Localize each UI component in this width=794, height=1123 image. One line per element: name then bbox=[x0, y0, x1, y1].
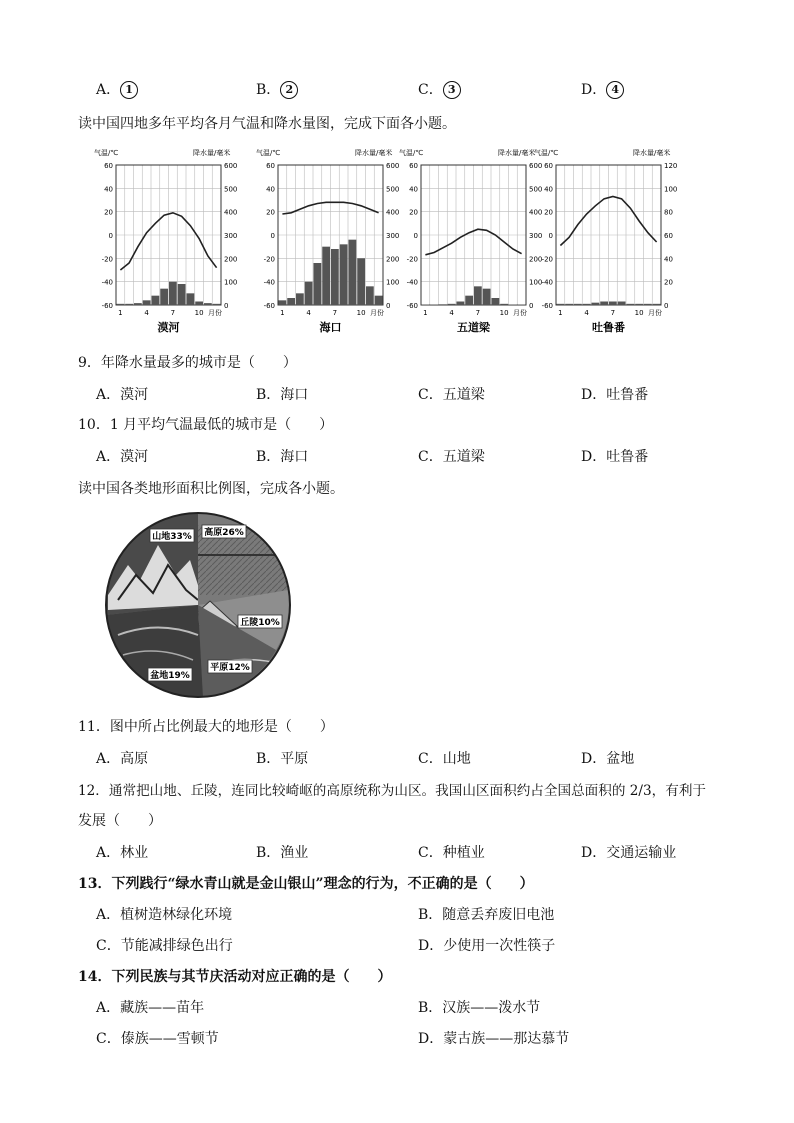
month-tick-label: 4 bbox=[306, 309, 311, 317]
label-hill: 丘陵10% bbox=[240, 618, 280, 628]
option-b[interactable]: B． 2 bbox=[256, 80, 298, 100]
month-tick-label: 1 bbox=[118, 309, 123, 317]
precip-bar bbox=[349, 240, 357, 305]
temp-tick-label: -40 bbox=[406, 278, 418, 287]
precip-tick-label: 200 bbox=[224, 255, 238, 264]
temp-tick-label: -20 bbox=[406, 255, 418, 264]
question-11-stem: 11．图中所占比例最大的地形是（ ） bbox=[78, 719, 334, 735]
city-name: 漠河 bbox=[157, 321, 180, 334]
precip-bar bbox=[483, 289, 491, 305]
temp-tick-label: -40 bbox=[263, 278, 275, 287]
q11-option-c[interactable]: C．山地 bbox=[418, 751, 471, 767]
temp-tick-label: -20 bbox=[263, 255, 275, 264]
precip-bar bbox=[600, 302, 608, 306]
month-axis-label: 月份 bbox=[370, 309, 384, 317]
precip-tick-label: 500 bbox=[386, 185, 400, 194]
option-d[interactable]: D． 4 bbox=[581, 80, 624, 100]
city-name: 海口 bbox=[319, 321, 342, 334]
q14-option-d[interactable]: D．蒙古族——那达慕节 bbox=[418, 1031, 570, 1047]
temp-axis-label: 气温/℃ bbox=[256, 149, 281, 157]
month-tick-label: 10 bbox=[634, 309, 644, 317]
temp-tick-label: -60 bbox=[541, 302, 553, 310]
precip-bar bbox=[457, 302, 465, 306]
precip-bar bbox=[574, 304, 582, 305]
precip-bar bbox=[187, 293, 195, 305]
temp-tick-label: 0 bbox=[548, 232, 553, 240]
circled-number-1: 1 bbox=[120, 81, 138, 99]
month-tick-label: 7 bbox=[610, 309, 616, 317]
temp-tick-label: 60 bbox=[266, 162, 275, 170]
precip-bar bbox=[618, 302, 626, 306]
precip-tick-label: 80 bbox=[664, 208, 673, 217]
month-tick-label: 10 bbox=[356, 309, 366, 317]
month-tick-label: 1 bbox=[280, 309, 285, 317]
q13-option-b[interactable]: B．随意丢弃废旧电池 bbox=[418, 907, 555, 923]
precip-bar bbox=[322, 247, 330, 305]
month-axis-label: 月份 bbox=[513, 309, 527, 317]
temp-tick-label: -20 bbox=[101, 255, 113, 264]
temp-tick-label: -20 bbox=[541, 255, 553, 264]
month-tick-label: 10 bbox=[499, 309, 509, 317]
precip-tick-label: 20 bbox=[664, 278, 673, 287]
month-tick-label: 7 bbox=[332, 309, 338, 317]
precip-bar bbox=[565, 304, 573, 305]
precip-axis-label: 降水量/毫米 bbox=[193, 149, 231, 157]
precip-tick-label: 60 bbox=[664, 232, 673, 240]
precip-bar bbox=[152, 296, 160, 305]
top-options-row bbox=[0, 80, 794, 100]
temp-tick-label: -60 bbox=[263, 302, 275, 310]
climate-charts bbox=[88, 145, 728, 335]
precip-bar bbox=[331, 249, 339, 305]
precip-bar bbox=[609, 302, 617, 306]
precip-bar bbox=[474, 286, 482, 305]
question-12-stem-line1: 12．通常把山地、丘陵，连同比较崎岖的高原统称为山区。我国山区面积约占全国总面积的 2/3，有利于 bbox=[78, 783, 707, 799]
temp-tick-label: 20 bbox=[104, 208, 113, 217]
precip-bar bbox=[627, 304, 635, 305]
precip-bar bbox=[160, 289, 168, 305]
precip-tick-label: 100 bbox=[664, 185, 678, 194]
precip-bar bbox=[465, 296, 473, 305]
temp-tick-label: -60 bbox=[406, 302, 418, 310]
precip-tick-label: 200 bbox=[386, 255, 400, 264]
month-axis-label: 月份 bbox=[648, 309, 662, 317]
terrain-pie-chart bbox=[98, 505, 298, 705]
question-10-stem: 10．1 月平均气温最低的城市是（ ） bbox=[78, 417, 334, 433]
precip-bar bbox=[357, 258, 365, 305]
precip-tick-label: 400 bbox=[224, 208, 238, 217]
city-name: 吐鲁番 bbox=[592, 321, 625, 334]
circled-number-2: 2 bbox=[280, 81, 298, 99]
temp-tick-label: 0 bbox=[108, 232, 113, 240]
temp-tick-label: -60 bbox=[101, 302, 113, 310]
temp-tick-label: 20 bbox=[266, 208, 275, 217]
q12-option-a[interactable]: A．林业 bbox=[96, 845, 149, 861]
q12-option-c[interactable]: C．种植业 bbox=[418, 845, 485, 861]
temp-tick-label: 40 bbox=[409, 185, 418, 194]
precip-tick-label: 0 bbox=[664, 302, 669, 310]
option-c[interactable]: C． 3 bbox=[418, 80, 461, 100]
precip-tick-label: 300 bbox=[386, 232, 400, 240]
intro-terrain: 读中国各类地形面积比例图，完成各小题。 bbox=[78, 481, 344, 497]
q13-option-a[interactable]: A．植树造林绿化环境 bbox=[96, 907, 233, 923]
q14-option-c[interactable]: C．傣族——雪顿节 bbox=[96, 1031, 219, 1047]
precip-axis-label: 降水量/毫米 bbox=[633, 149, 671, 157]
precip-bar bbox=[305, 282, 313, 305]
precip-bar bbox=[583, 304, 591, 305]
precip-bar bbox=[340, 244, 348, 305]
q10-option-c[interactable]: C．五道梁 bbox=[418, 449, 485, 465]
option-a[interactable]: A． 1 bbox=[96, 80, 138, 100]
precip-tick-label: 120 bbox=[664, 162, 678, 170]
temp-tick-label: 40 bbox=[266, 185, 275, 194]
precip-bar bbox=[279, 300, 287, 305]
precip-bar bbox=[635, 304, 643, 305]
precip-bar bbox=[195, 302, 203, 306]
q12-option-b[interactable]: B．渔业 bbox=[256, 845, 309, 861]
precip-tick-label: 100 bbox=[529, 278, 543, 287]
precip-bar bbox=[448, 304, 456, 305]
precip-tick-label: 500 bbox=[224, 185, 238, 194]
precip-bar bbox=[314, 263, 322, 305]
q9-option-c[interactable]: C．五道梁 bbox=[418, 387, 485, 403]
precip-bar bbox=[169, 282, 177, 305]
precip-tick-label: 100 bbox=[386, 278, 400, 287]
circled-number-4: 4 bbox=[606, 81, 624, 99]
month-tick-label: 7 bbox=[170, 309, 176, 317]
q11-option-b[interactable]: B．平原 bbox=[256, 751, 309, 767]
q9-option-d[interactable]: D．吐鲁番 bbox=[581, 387, 649, 403]
precip-tick-label: 500 bbox=[529, 185, 543, 194]
temp-tick-label: 20 bbox=[544, 208, 553, 217]
precip-tick-label: 0 bbox=[529, 302, 534, 310]
precip-bar bbox=[287, 298, 295, 305]
q10-option-a[interactable]: A．漠河 bbox=[96, 449, 149, 465]
temp-tick-label: 40 bbox=[544, 185, 553, 194]
label-plain: 平原12% bbox=[210, 663, 250, 673]
question-14-stem: 14．下列民族与其节庆活动对应正确的是（ ） bbox=[78, 969, 392, 985]
precip-tick-label: 200 bbox=[529, 255, 543, 264]
q10-option-d[interactable]: D．吐鲁番 bbox=[581, 449, 649, 465]
q11-option-a[interactable]: A．高原 bbox=[96, 751, 149, 767]
month-axis-label: 月份 bbox=[208, 309, 222, 317]
q11-option-d[interactable]: D．盆地 bbox=[581, 751, 635, 767]
question-13-stem: 13．下列践行“绿水青山就是金山银山”理念的行为，不正确的是（ ） bbox=[78, 876, 534, 892]
temp-tick-label: 60 bbox=[409, 162, 418, 170]
temp-tick-label: 20 bbox=[409, 208, 418, 217]
precip-bar bbox=[134, 303, 142, 305]
q10-option-b[interactable]: B．海口 bbox=[256, 449, 309, 465]
temp-tick-label: -40 bbox=[101, 278, 113, 287]
precip-bar bbox=[653, 304, 661, 305]
precip-tick-label: 600 bbox=[529, 162, 543, 170]
precip-bar bbox=[178, 284, 186, 305]
q14-option-b[interactable]: B．汉族——泼水节 bbox=[418, 1000, 541, 1016]
precip-bar bbox=[204, 303, 212, 305]
precip-bar bbox=[557, 304, 565, 305]
precip-bar bbox=[375, 296, 383, 305]
month-tick-label: 1 bbox=[423, 309, 428, 317]
temp-axis-label: 气温/℃ bbox=[399, 149, 424, 157]
precip-tick-label: 300 bbox=[529, 232, 543, 240]
q9-option-b[interactable]: B．海口 bbox=[256, 387, 309, 403]
precip-tick-label: 600 bbox=[224, 162, 238, 170]
q13-option-d[interactable]: D．少使用一次性筷子 bbox=[418, 938, 556, 954]
q9-option-a[interactable]: A．漠河 bbox=[96, 387, 149, 403]
temp-tick-label: -40 bbox=[541, 278, 553, 287]
temp-tick-label: 0 bbox=[270, 232, 275, 240]
precip-tick-label: 100 bbox=[224, 278, 238, 287]
precip-bar bbox=[213, 304, 221, 305]
precip-bar bbox=[592, 303, 600, 305]
city-name: 五道梁 bbox=[457, 321, 490, 334]
precip-bar bbox=[296, 293, 304, 305]
temp-axis-label: 气温/℃ bbox=[94, 149, 119, 157]
precip-bar bbox=[492, 298, 500, 305]
intro-climate: 读中国四地多年平均各月气温和降水量图，完成下面各小题。 bbox=[78, 116, 456, 132]
temp-tick-label: 40 bbox=[104, 185, 113, 194]
temp-tick-label: 60 bbox=[544, 162, 553, 170]
temp-tick-label: 0 bbox=[413, 232, 418, 240]
label-mountain: 山地33% bbox=[152, 532, 192, 542]
q14-option-a[interactable]: A．藏族——苗年 bbox=[96, 1000, 205, 1016]
month-tick-label: 10 bbox=[194, 309, 204, 317]
precip-tick-label: 40 bbox=[664, 255, 673, 264]
month-tick-label: 7 bbox=[475, 309, 481, 317]
precip-tick-label: 400 bbox=[529, 208, 543, 217]
month-tick-label: 4 bbox=[584, 309, 589, 317]
precip-tick-label: 0 bbox=[386, 302, 391, 310]
precip-tick-label: 600 bbox=[386, 162, 400, 170]
precip-bar bbox=[500, 304, 508, 305]
label-basin: 盆地19% bbox=[150, 671, 190, 681]
temp-axis-label: 气温/℃ bbox=[534, 149, 559, 157]
label-plateau: 高原26% bbox=[204, 528, 244, 538]
question-12-stem-line2: 发展（ ） bbox=[78, 813, 162, 829]
precip-tick-label: 0 bbox=[224, 302, 229, 310]
circled-number-3: 3 bbox=[443, 81, 461, 99]
precip-bar bbox=[125, 304, 133, 305]
month-tick-label: 1 bbox=[558, 309, 563, 317]
precip-bar bbox=[439, 304, 447, 305]
precip-tick-label: 400 bbox=[386, 208, 400, 217]
temp-tick-label: 60 bbox=[104, 162, 113, 170]
precip-bar bbox=[117, 304, 125, 305]
question-9-stem: 9．年降水量最多的城市是（ ） bbox=[78, 355, 297, 371]
q12-option-d[interactable]: D．交通运输业 bbox=[581, 845, 677, 861]
precip-tick-label: 300 bbox=[224, 232, 238, 240]
q13-option-c[interactable]: C．节能减排绿色出行 bbox=[96, 938, 233, 954]
month-tick-label: 4 bbox=[449, 309, 454, 317]
precip-bar bbox=[143, 300, 151, 305]
precip-axis-label: 降水量/毫米 bbox=[498, 149, 536, 157]
month-tick-label: 4 bbox=[144, 309, 149, 317]
precip-bar bbox=[644, 304, 652, 305]
precip-axis-label: 降水量/毫米 bbox=[355, 149, 393, 157]
precip-bar bbox=[366, 286, 374, 305]
